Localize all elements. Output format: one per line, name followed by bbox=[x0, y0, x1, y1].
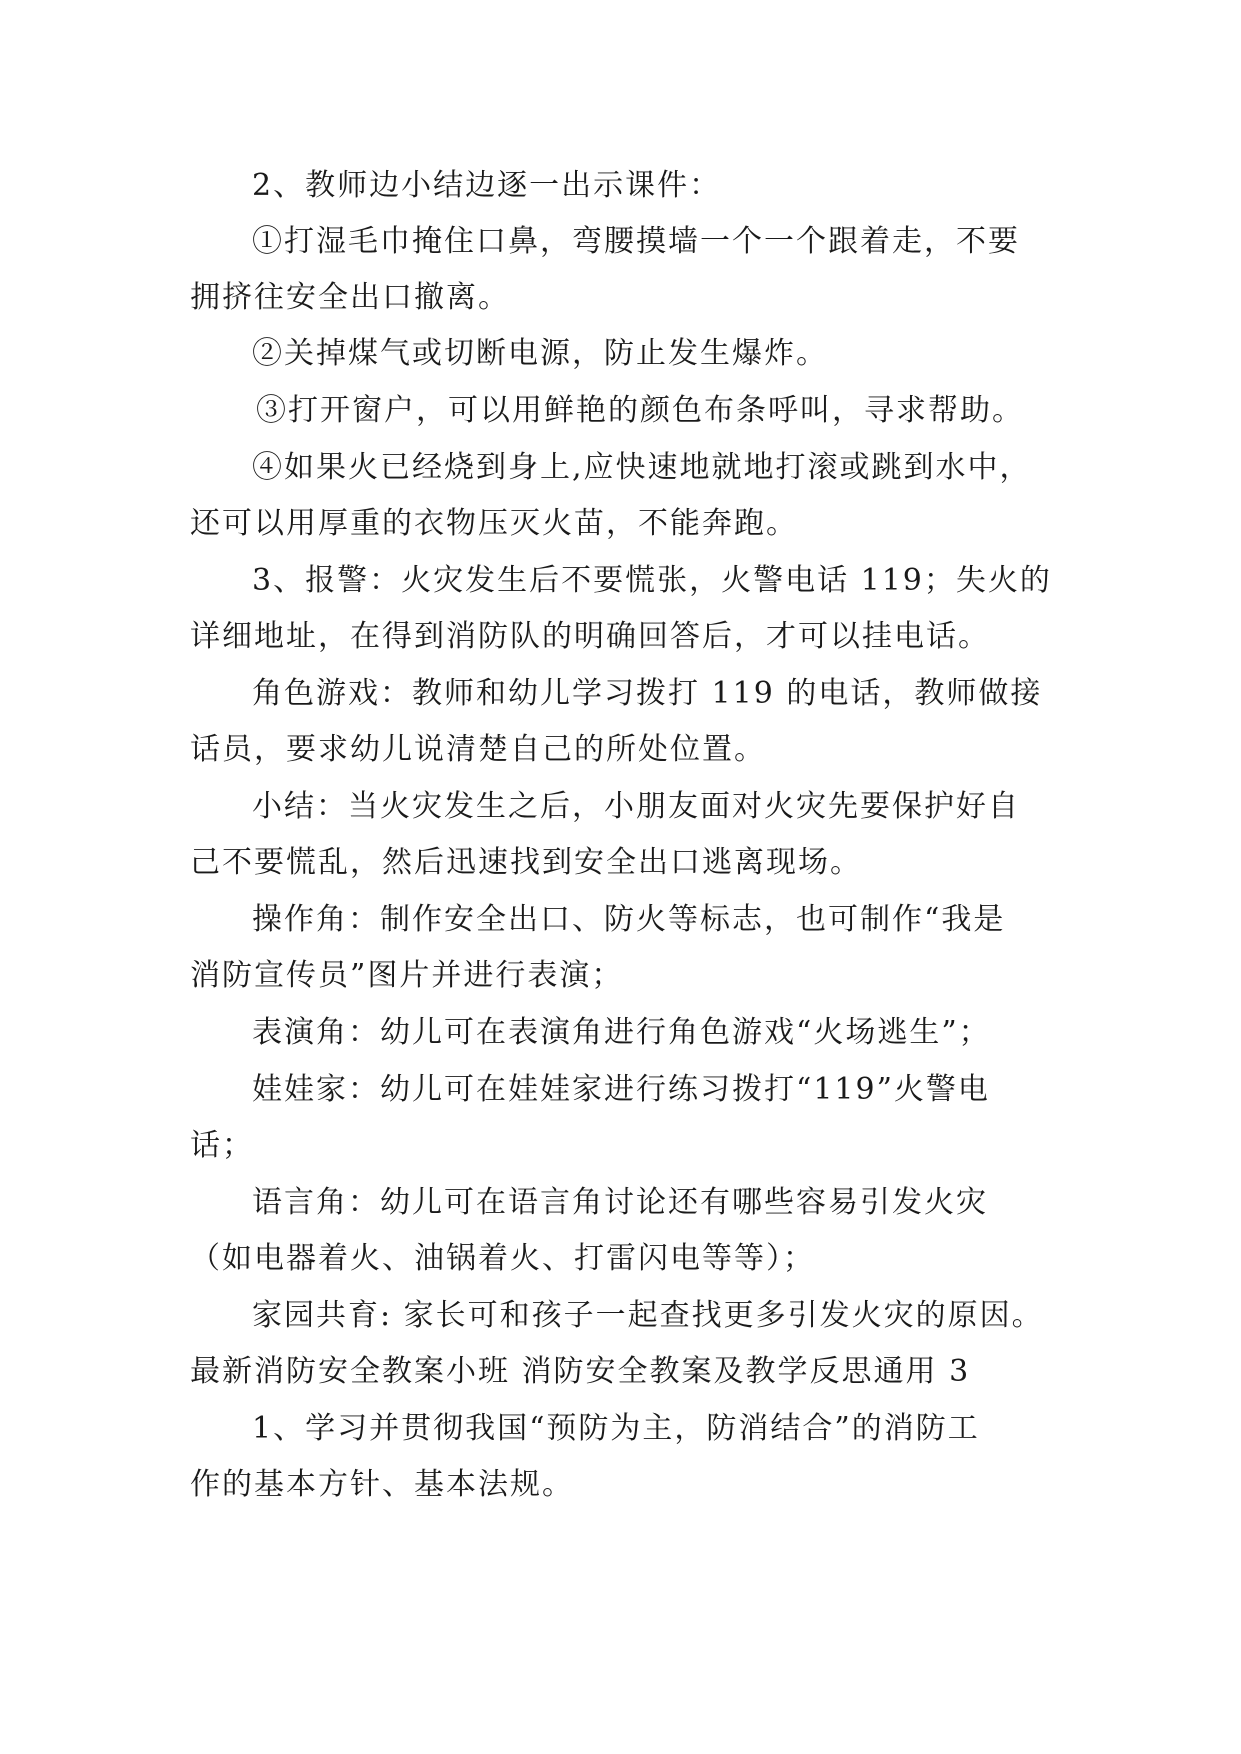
text-line: 表演角：幼儿可在表演角进行角色游戏“火场逃生”； bbox=[252, 1015, 991, 1050]
text-line: 家园共育: 家长可和孩子一起查找更多引发火灾的原因。 bbox=[252, 1298, 1044, 1333]
section-heading: 最新消防安全教案小班 消防安全教案及教学反思通用 3 bbox=[190, 1354, 971, 1389]
text-line: （如电器着火、油锅着火、打雷闪电等等）； bbox=[190, 1241, 815, 1276]
text-line: 1、学习并贯彻我国“预防为主，防消结合”的消防工 bbox=[252, 1411, 980, 1446]
text-line: 己不要慌乱，然后迅速找到安全出口逃离现场。 bbox=[190, 845, 862, 880]
text-line: 语言角：幼儿可在语言角讨论还有哪些容易引发火灾 bbox=[252, 1185, 988, 1220]
text-line: ①打湿毛巾掩住口鼻，弯腰摸墙一个一个跟着走，不要 bbox=[252, 224, 1020, 259]
text-line: 小结：当火灾发生之后，小朋友面对火灾先要保护好自 bbox=[252, 789, 1020, 824]
text-line: 操作角：制作安全出口、防火等标志，也可制作“我是 bbox=[252, 902, 1006, 937]
text-line: 3、报警：火灾发生后不要慌张，火警电话 119；失火的 bbox=[252, 563, 1052, 598]
text-line: 2、教师边小结边逐一出示课件： bbox=[252, 168, 722, 203]
text-line: ④如果火已经烧到身上,应快速地就地打滚或跳到水中， bbox=[252, 450, 1032, 485]
text-line: 娃娃家：幼儿可在娃娃家进行练习拨打“119”火警电 bbox=[252, 1072, 990, 1107]
text-line: 拥挤往安全出口撤离。 bbox=[190, 280, 510, 315]
text-line: 话； bbox=[190, 1128, 254, 1163]
text-line: 话员，要求幼儿说清楚自己的所处位置。 bbox=[190, 732, 766, 767]
text-line: 还可以用厚重的衣物压灭火苗，不能奔跑。 bbox=[190, 506, 798, 541]
text-line: ②关掉煤气或切断电源，防止发生爆炸。 bbox=[252, 336, 828, 371]
text-line: ③打开窗户，可以用鲜艳的颜色布条呼叫，寻求帮助。 bbox=[256, 393, 1024, 428]
text-line: 作的基本方针、基本法规。 bbox=[190, 1467, 574, 1502]
text-line: 角色游戏：教师和幼儿学习拨打 119 的电话，教师做接 bbox=[252, 676, 1043, 711]
text-line: 详细地址，在得到消防队的明确回答后，才可以挂电话。 bbox=[190, 619, 990, 654]
text-line: 消防宣传员”图片并进行表演； bbox=[190, 958, 624, 993]
